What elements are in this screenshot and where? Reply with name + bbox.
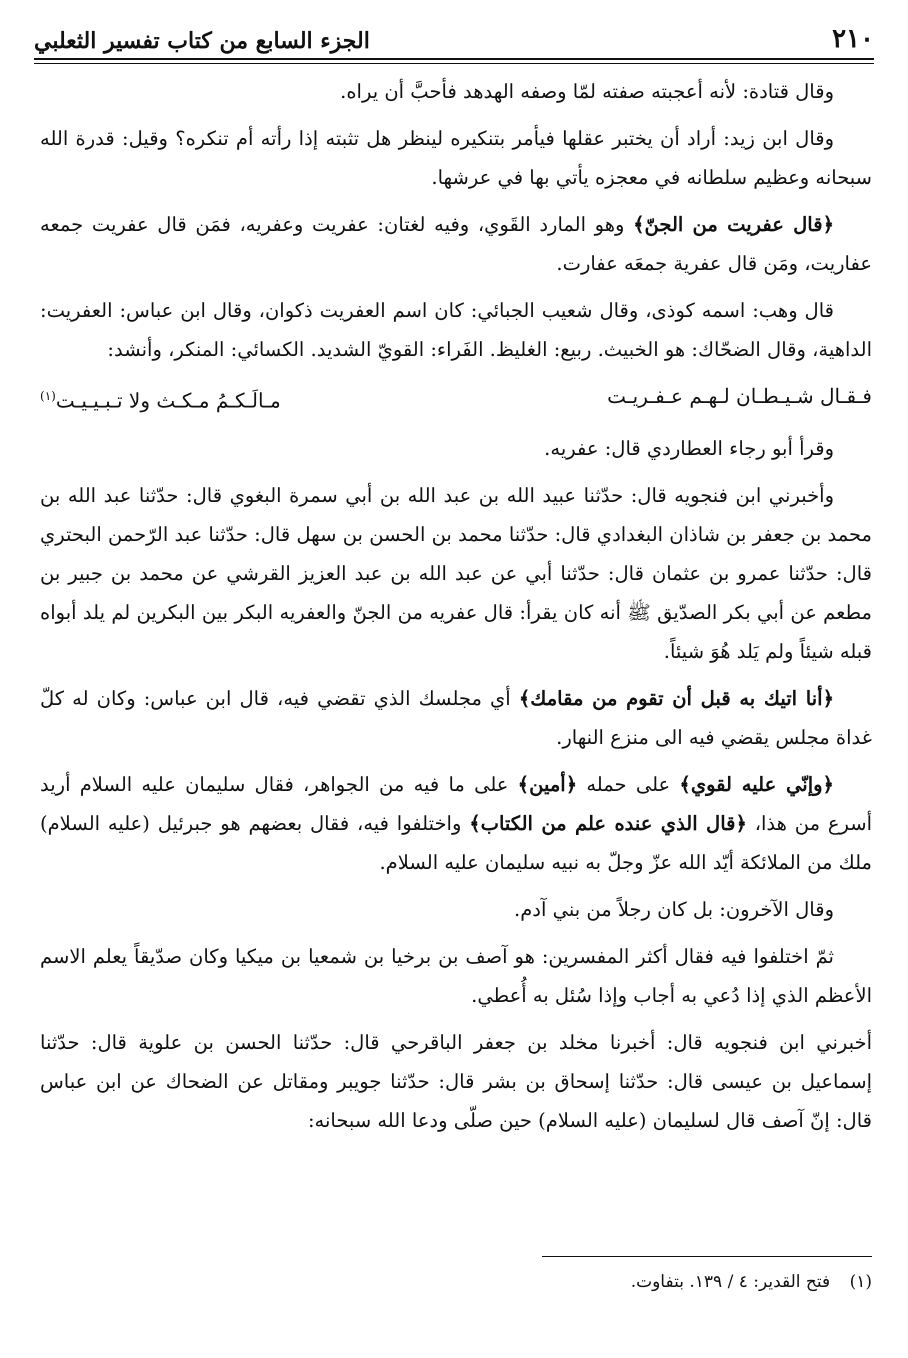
paragraph — [40, 765, 872, 882]
paragraph-text: أخبرني ابن فنجويه قال: أخبرنا مخلد بن جعفر الباقرحي قال: حدّثنا الحسن بن علوية قال: حدّثنا إسماعيل بن عيسى قال: حدّثنا إسحاق بن بشر قال: حدّثنا جويبر ومقاتل عن الضحاك عن ابن عباس قال: إنّ آصف قال لسليمان (عليه السلام) حين صلّى ودعا الله سبحانه: — [40, 1030, 872, 1132]
main-text — [40, 72, 872, 1148]
poem-hemistich-first: فـقـال شـيـطـان لـهـم عـفـريـت — [607, 384, 872, 408]
footnote — [40, 1268, 872, 1296]
paragraph-text: وهو المارد القَوي، وفيه لغتان: عفريت وعفريه، فمَن قال عفريت جمعه عفاريت، ومَن قال عفرية جمعَه عفارت. — [40, 213, 872, 275]
footnote-ref: (١) — [40, 389, 56, 403]
paragraph — [40, 1023, 872, 1140]
paragraph — [40, 205, 872, 283]
quran-quote: ﴿قال الذي عنده علم من الكتاب﴾ — [469, 811, 747, 835]
paragraph — [40, 679, 872, 757]
poem-hemistich-second-text: مـالَـكـمُ مـكـث ولا تـبـيـيـت — [55, 388, 281, 413]
paragraph — [40, 119, 872, 197]
quran-quote: ﴿قال عفريت من الجنّ﴾ — [633, 213, 834, 236]
paragraph — [40, 476, 872, 671]
header-rule-thin — [34, 63, 874, 64]
paragraph-text: على ما فيه من الجواهر، فقال سليمان عليه السلام أريد أسرع من هذا، — [40, 772, 872, 835]
paragraph — [40, 72, 872, 111]
footnote-separator — [542, 1256, 872, 1257]
paragraph-text: وقال ابن زيد: أراد أن يختبر عقلها فيأمر بتنكيره لينظر هل تثبته إذا رأته أم تنكره؟ وقيل: قدرة الله سبحانه وعظيم سلطانه في معجزه يأتي بها في عرشها. — [40, 127, 872, 189]
paragraph-text: وقال قتادة: لأنه أعجبته صفته لمّا وصفه الهدهد فأحبَّ أن يراه. — [340, 80, 834, 103]
paragraph-text: وقرأ أبو رجاء العطاردي قال: عفريه. — [544, 436, 834, 460]
running-header — [34, 18, 874, 54]
paragraph — [40, 890, 872, 929]
footnote-number: (١) — [849, 1272, 872, 1292]
paragraph-text: ثمّ اختلفوا فيه فقال أكثر المفسرين: هو آصف بن برخيا بن شمعيا بن ميكيا وكان صدّيقاً يعلم الاسم الأعظم الذي إذا دُعي به أجاب وإذا سُئل به أُعطي. — [40, 944, 872, 1007]
paragraph-text: وقال الآخرون: بل كان رجلاً من بني آدم. — [514, 897, 834, 921]
footnote-text: فتح القدير: ٤ / ١٣٩. بتفاوت. — [630, 1272, 831, 1292]
running-title: الجزء السابع من كتاب تفسير الثعلبي — [34, 28, 370, 54]
paragraph — [40, 937, 872, 1015]
paragraph-text: أي مجلسك الذي تقضي فيه، قال ابن عباس: وكان له كلّ غداة مجلس يقضي فيه الى منزع النهار. — [40, 686, 872, 749]
page-number: ٢١٠ — [832, 24, 874, 54]
quran-quote: ﴿أمين﴾ — [517, 772, 578, 796]
poem-hemistich-second — [40, 377, 281, 421]
poem-verse — [40, 377, 872, 421]
quran-quote: ﴿أنا اتيك به قبل أن تقوم من مقامك﴾ — [518, 686, 834, 710]
paragraph — [40, 429, 872, 468]
paragraph-text: قال وهب: اسمه كوذى، وقال شعيب الجبائي: كان اسم العفريت ذكوان، وقال ابن عباس: العفريت: الداهية، وقال الضحّاك: هو الخبيث. ربيع: الغليظ. الفَراء: القويّ الشديد. الكسائي: المنكر، وأنشد: — [40, 299, 872, 361]
header-rule — [34, 58, 874, 60]
paragraph-text: واختلفوا فيه، فقال بعضهم هو جبرئيل (عليه السلام) ملك من الملائكة أيّد الله عزّ وجلّ به نبيه سليمان عليه السلام. — [40, 811, 872, 874]
paragraph — [40, 291, 872, 369]
paragraph-text: على حمله — [577, 772, 680, 796]
paragraph-text: وأخبرني ابن فنجويه قال: حدّثنا عبيد الله بن عبد الله بن أبي سمرة البغوي قال: حدّثنا عبد الله بن محمد بن جعفر بن شاذان البغدادي قال: حدّثنا محمد بن الحسن بن سهل قال: حدّثنا عبد الرّحمن البحتري قال: حدّثنا عمرو بن عثمان قال: حدّثنا أبي عن عبد الله بن عبد العزيز القرشي عن محمد بن جبير بن مطعم عن أبي بكر الصدّيق ﷺ أنه كان يقرأ: قال عفريه من الجنّ والعفريه البكر بين البكرين لم يلد أبواه قبله شيئاً ولم يَلد هُوَ شيئاً. — [40, 483, 872, 663]
quran-quote: ﴿وإنّي عليه لقوي﴾ — [679, 772, 834, 796]
